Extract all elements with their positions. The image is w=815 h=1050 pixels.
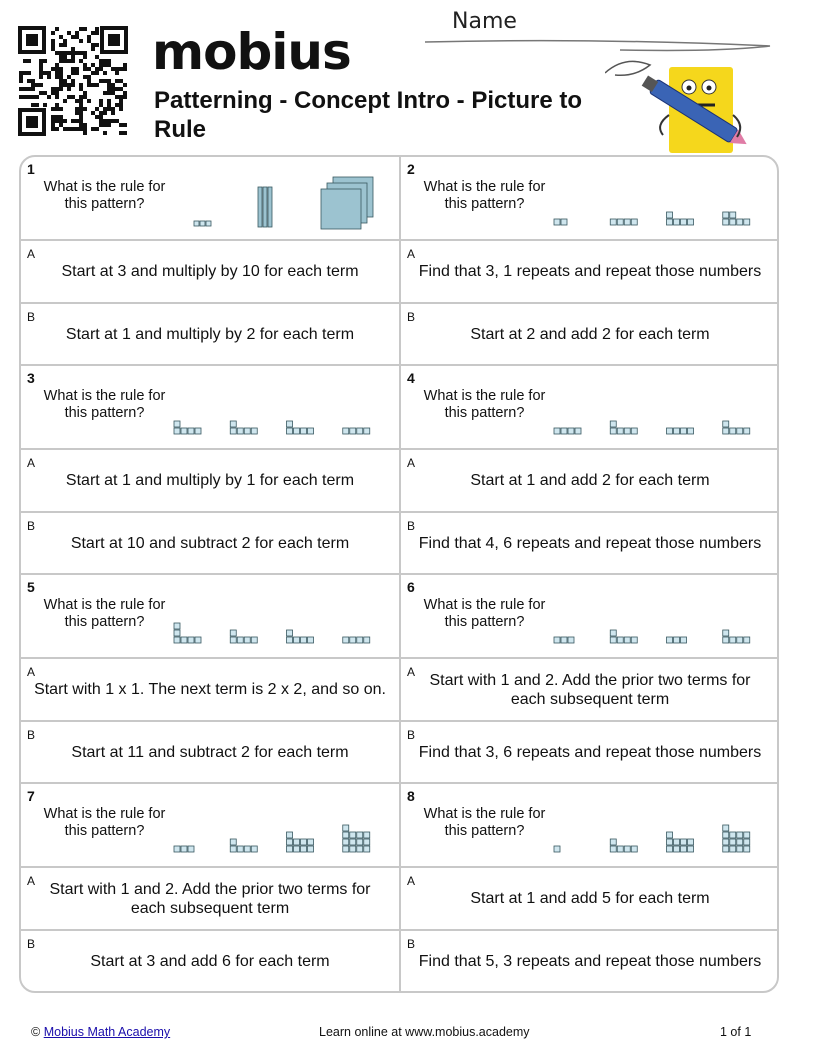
unit-cube <box>301 846 307 852</box>
question-cell <box>21 575 401 659</box>
unit-cube <box>737 428 743 434</box>
hundred-flat <box>321 189 361 229</box>
unit-cube <box>343 832 349 838</box>
unit-cube <box>737 839 743 845</box>
pattern-picture <box>546 157 771 241</box>
choice-letter: A <box>27 456 36 470</box>
question-number: 7 <box>27 788 35 804</box>
unit-cube <box>294 846 300 852</box>
answer-text: Start with 1 and 2. Add the prior two terms for each subsequent term <box>429 671 751 708</box>
unit-cube <box>308 428 314 434</box>
unit-cube <box>287 637 293 643</box>
choice-letter: B <box>407 310 416 324</box>
unit-cube <box>674 219 680 225</box>
unit-cube <box>308 839 314 845</box>
unit-cube <box>624 846 630 852</box>
answer-text: Find that 3, 1 repeats and repeat those numbers <box>418 263 762 280</box>
answer-text: Start at 3 and multiply by 10 for each term <box>61 263 359 280</box>
unit-cube <box>294 839 300 845</box>
unit-cube <box>230 637 236 643</box>
question-cell <box>401 784 779 868</box>
unit-cube <box>737 846 743 852</box>
answer-text: Start at 10 and subtract 2 for each term <box>70 534 350 552</box>
unit-cube <box>350 637 356 643</box>
unit-cube <box>730 219 736 225</box>
question-number: 5 <box>27 579 35 595</box>
unit-cube <box>688 846 694 852</box>
unit-cube <box>237 428 243 434</box>
choice-letter: B <box>407 519 416 533</box>
unit-cube <box>364 832 370 838</box>
unit-cube <box>357 637 363 643</box>
unit-cube <box>723 839 729 845</box>
unit-cube <box>343 839 349 845</box>
unit-cube <box>195 428 201 434</box>
answer-text: Find that 5, 3 repeats and repeat those numbers <box>418 952 762 970</box>
unit-cube <box>301 428 307 434</box>
unit-cube <box>624 219 630 225</box>
question-cell <box>21 157 401 241</box>
question-cell <box>401 575 779 659</box>
unit-cube <box>610 421 616 427</box>
unit-cube <box>617 846 623 852</box>
unit-cube <box>350 832 356 838</box>
unit-cube <box>674 846 680 852</box>
unit-cube <box>744 219 750 225</box>
unit-cube <box>723 630 729 636</box>
unit-cube <box>308 637 314 643</box>
choice-letter: A <box>27 247 36 261</box>
unit-cube <box>287 630 293 636</box>
answer-text: Start with 1 and 2. Add the prior two terms for each subsequent term <box>49 880 371 917</box>
unit-cube <box>357 846 363 852</box>
unit-cube <box>610 637 616 643</box>
unit-cube <box>730 846 736 852</box>
unit-cube <box>737 637 743 643</box>
answer-b-cell[interactable] <box>401 722 779 784</box>
choice-letter: B <box>27 310 36 324</box>
unit-cube <box>744 846 750 852</box>
unit-cube <box>174 623 180 629</box>
unit-cube <box>737 219 743 225</box>
unit-cube <box>200 221 205 226</box>
unit-cube <box>364 846 370 852</box>
choice-letter: A <box>27 665 36 679</box>
question-number: 1 <box>27 161 35 177</box>
question-cell <box>21 784 401 868</box>
unit-cube <box>230 839 236 845</box>
unit-cube <box>674 839 680 845</box>
unit-cube <box>617 637 623 643</box>
page-title: Patterning - Concept Intro - Picture to Rule <box>154 87 583 143</box>
unit-cube <box>554 846 560 852</box>
answer-a-cell[interactable] <box>21 659 401 722</box>
unit-cube <box>723 637 729 643</box>
unit-cube <box>301 839 307 845</box>
unit-cube <box>350 428 356 434</box>
unit-cube <box>631 219 637 225</box>
unit-cube <box>561 637 567 643</box>
unit-cube <box>667 637 673 643</box>
answer-text: Start at 1 and multiply by 2 for each term <box>65 325 355 343</box>
answer-text: Start at 3 and add 6 for each term <box>90 952 330 970</box>
unit-cube <box>610 428 616 434</box>
unit-cube <box>681 839 687 845</box>
answer-a-cell[interactable] <box>21 868 401 931</box>
unit-cube <box>681 219 687 225</box>
unit-cube <box>681 637 687 643</box>
unit-cube <box>568 428 574 434</box>
ten-rod <box>268 187 272 227</box>
choice-letter: A <box>407 247 416 261</box>
unit-cube <box>730 212 736 218</box>
unit-cube <box>364 637 370 643</box>
question-prompt: What is the rule for this pattern? <box>43 388 166 421</box>
unit-cube <box>237 637 243 643</box>
pattern-picture <box>546 784 771 868</box>
unit-cube <box>667 846 673 852</box>
answer-text: Find that 4, 6 repeats and repeat those numbers <box>418 534 762 552</box>
choice-letter: A <box>27 874 36 888</box>
unit-cube <box>287 428 293 434</box>
qr-code <box>18 26 128 136</box>
unit-cube <box>343 428 349 434</box>
unit-cube <box>561 219 567 225</box>
unit-cube <box>287 846 293 852</box>
unit-cube <box>230 421 236 427</box>
unit-cube <box>575 428 581 434</box>
unit-cube <box>188 637 194 643</box>
answer-b-cell[interactable] <box>21 513 401 575</box>
unit-cube <box>631 846 637 852</box>
unit-cube <box>181 637 187 643</box>
answer-a-cell[interactable] <box>21 241 401 304</box>
question-number: 2 <box>407 161 415 177</box>
choice-letter: A <box>407 874 416 888</box>
footer-copyright <box>31 1025 170 1039</box>
mobius-logo: mobius <box>152 23 351 81</box>
answer-b-cell[interactable] <box>401 304 779 366</box>
answer-b-cell[interactable] <box>21 304 401 366</box>
unit-cube <box>554 428 560 434</box>
question-cell <box>401 157 779 241</box>
unit-cube <box>357 428 363 434</box>
answer-b-cell[interactable] <box>21 722 401 784</box>
unit-cube <box>723 428 729 434</box>
ten-rod <box>258 187 262 227</box>
choice-letter: A <box>407 456 416 470</box>
unit-cube <box>610 846 616 852</box>
unit-cube <box>667 839 673 845</box>
unit-cube <box>343 846 349 852</box>
unit-cube <box>681 846 687 852</box>
choice-letter: A <box>407 665 416 679</box>
unit-cube <box>631 637 637 643</box>
unit-cube <box>350 839 356 845</box>
choice-letter: B <box>27 937 36 951</box>
pattern-picture <box>166 575 391 659</box>
answer-a-cell[interactable] <box>401 241 779 304</box>
unit-cube <box>617 428 623 434</box>
unit-cube <box>688 219 694 225</box>
unit-cube <box>301 637 307 643</box>
choice-letter: B <box>407 728 416 742</box>
unit-cube <box>617 219 623 225</box>
unit-cube <box>624 428 630 434</box>
pattern-picture <box>546 575 771 659</box>
unit-cube <box>230 630 236 636</box>
unit-cube <box>723 832 729 838</box>
answer-text: Start at 1 and multiply by 1 for each term <box>65 472 355 489</box>
unit-cube <box>554 637 560 643</box>
unit-cube <box>244 846 250 852</box>
question-prompt: What is the rule for this pattern? <box>423 806 546 839</box>
unit-cube <box>744 839 750 845</box>
unit-cube <box>610 219 616 225</box>
answer-b-cell[interactable] <box>401 513 779 575</box>
unit-cube <box>667 212 673 218</box>
unit-cube <box>631 428 637 434</box>
unit-cube <box>561 428 567 434</box>
question-prompt: What is the rule for this pattern? <box>423 597 546 630</box>
unit-cube <box>287 421 293 427</box>
unit-cube <box>287 839 293 845</box>
unit-cube <box>287 832 293 838</box>
unit-cube <box>188 846 194 852</box>
unit-cube <box>194 221 199 226</box>
question-grid <box>19 155 779 993</box>
pattern-picture <box>166 784 391 868</box>
unit-cube <box>174 421 180 427</box>
unit-cube <box>688 428 694 434</box>
unit-cube <box>723 421 729 427</box>
unit-cube <box>730 832 736 838</box>
question-cell <box>21 366 401 450</box>
question-number: 6 <box>407 579 415 595</box>
unit-cube <box>251 846 257 852</box>
unit-cube <box>730 839 736 845</box>
footer-link[interactable]: Mobius Math Academy <box>43 1025 171 1039</box>
choice-letter: B <box>27 728 36 742</box>
unit-cube <box>343 637 349 643</box>
unit-cube <box>237 846 243 852</box>
unit-cube <box>251 637 257 643</box>
unit-cube <box>723 846 729 852</box>
answer-a-cell[interactable] <box>401 659 779 722</box>
answer-text: Start at 1 and add 2 for each term <box>470 472 710 489</box>
unit-cube <box>174 630 180 636</box>
answer-text: Find that 3, 6 repeats and repeat those numbers <box>418 743 762 761</box>
pattern-picture <box>166 366 391 450</box>
unit-cube <box>674 637 680 643</box>
unit-cube <box>174 428 180 434</box>
pattern-picture <box>546 366 771 450</box>
unit-cube <box>730 637 736 643</box>
copyright-symbol: © <box>31 1025 41 1039</box>
unit-cube <box>730 428 736 434</box>
unit-cube <box>364 839 370 845</box>
unit-cube <box>350 846 356 852</box>
answer-a-cell[interactable] <box>401 450 779 513</box>
unit-cube <box>744 832 750 838</box>
answer-text: Start at 2 and add 2 for each term <box>470 325 710 343</box>
unit-cube <box>174 637 180 643</box>
question-number: 4 <box>407 370 415 386</box>
question-prompt: What is the rule for this pattern? <box>423 388 546 421</box>
unit-cube <box>688 839 694 845</box>
unit-cube <box>230 428 236 434</box>
unit-cube <box>737 832 743 838</box>
answer-b-cell[interactable] <box>21 931 401 993</box>
mascot-pencil-icon <box>605 55 755 160</box>
question-number: 3 <box>27 370 35 386</box>
answer-a-cell[interactable] <box>21 450 401 513</box>
answer-text: Start at 1 and add 5 for each term <box>470 890 710 907</box>
unit-cube <box>667 219 673 225</box>
unit-cube <box>308 846 314 852</box>
unit-cube <box>294 428 300 434</box>
unit-cube <box>206 221 211 226</box>
unit-cube <box>251 428 257 434</box>
unit-cube <box>723 825 729 831</box>
unit-cube <box>667 428 673 434</box>
question-cell <box>401 366 779 450</box>
question-prompt: What is the rule for this pattern? <box>43 597 166 630</box>
unit-cube <box>357 839 363 845</box>
choice-letter: B <box>407 937 416 951</box>
unit-cube <box>294 637 300 643</box>
unit-cube <box>174 846 180 852</box>
unit-cube <box>744 428 750 434</box>
question-prompt: What is the rule for this pattern? <box>423 179 546 212</box>
name-label: Name <box>452 9 517 34</box>
unit-cube <box>674 428 680 434</box>
unit-cube <box>364 428 370 434</box>
unit-cube <box>568 637 574 643</box>
question-prompt: What is the rule for this pattern? <box>43 806 166 839</box>
unit-cube <box>357 832 363 838</box>
answer-text: Start with 1 x 1. The next term is 2 x 2, and so on. <box>34 681 386 698</box>
pattern-picture <box>166 157 391 241</box>
unit-cube <box>744 637 750 643</box>
unit-cube <box>681 428 687 434</box>
ten-rod <box>263 187 267 227</box>
unit-cube <box>610 630 616 636</box>
unit-cube <box>624 637 630 643</box>
unit-cube <box>723 219 729 225</box>
unit-cube <box>244 637 250 643</box>
unit-cube <box>723 212 729 218</box>
unit-cube <box>343 825 349 831</box>
choice-letter: B <box>27 519 36 533</box>
footer-center: Learn online at www.mobius.academy <box>319 1025 530 1039</box>
unit-cube <box>181 846 187 852</box>
unit-cube <box>244 428 250 434</box>
unit-cube <box>554 219 560 225</box>
unit-cube <box>181 428 187 434</box>
question-number: 8 <box>407 788 415 804</box>
unit-cube <box>195 637 201 643</box>
question-prompt: What is the rule for this pattern? <box>43 179 166 212</box>
unit-cube <box>230 846 236 852</box>
unit-cube <box>188 428 194 434</box>
unit-cube <box>667 832 673 838</box>
answer-b-cell[interactable] <box>401 931 779 993</box>
answer-a-cell[interactable] <box>401 868 779 931</box>
answer-text: Start at 11 and subtract 2 for each term <box>71 743 349 761</box>
unit-cube <box>610 839 616 845</box>
footer-page-number: 1 of 1 <box>720 1025 752 1039</box>
